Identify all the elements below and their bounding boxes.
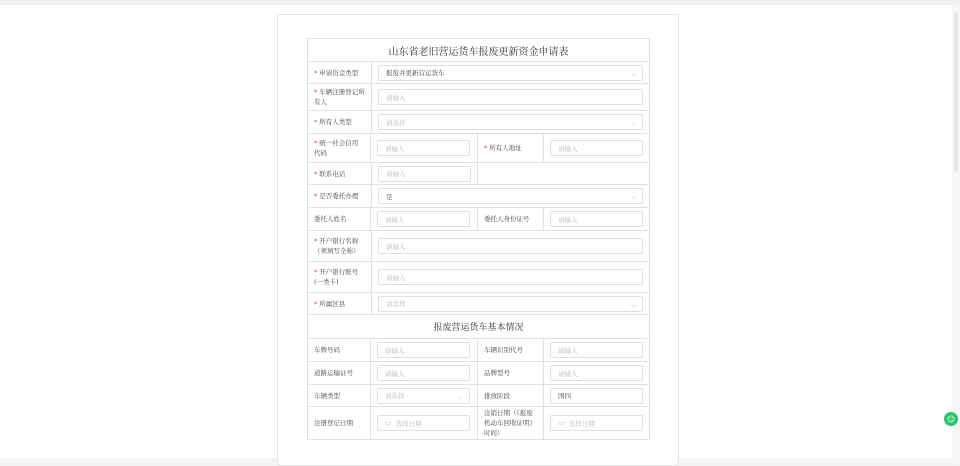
bank-account-input[interactable]: 请输入	[378, 269, 643, 285]
plate-label: 车牌号码	[308, 339, 371, 361]
agent-id-input[interactable]: 请输入	[550, 211, 643, 227]
row-bank-name	[308, 231, 649, 262]
credit-code-label: * 统一社会信用代码	[308, 134, 371, 162]
entrusted-label: * 是否委托办理	[308, 185, 372, 207]
entrusted-select[interactable]: 是 ⌵	[378, 188, 643, 204]
bank-account-label: * 开户银行账号(一类卡)	[308, 262, 372, 292]
fund-type-label: * 申请资金类型	[308, 62, 372, 83]
agent-name-input[interactable]: 请输入	[377, 211, 470, 227]
row-bank-account	[308, 262, 649, 293]
calendar-icon: ▭	[558, 419, 565, 427]
chat-bubble-icon[interactable]: ☺	[944, 412, 958, 426]
section-title: 报废营运货车基本情况	[308, 315, 649, 339]
owner-type-label: * 所有人类型	[308, 111, 372, 133]
cancel-date-label: 注销日期（《报废机动车回收证明》时间）	[477, 407, 544, 439]
agent-name-label: 委托人姓名	[308, 208, 371, 230]
form-card	[277, 14, 679, 466]
transport-cert-input[interactable]: 请输入	[377, 365, 470, 381]
owner-type-select[interactable]: 请选择 ⌵	[378, 114, 643, 130]
vin-label: 车辆识别代号	[477, 339, 544, 361]
form-table	[307, 38, 650, 440]
bank-name-input[interactable]: 请输入	[378, 238, 643, 254]
row-owner	[308, 84, 649, 111]
brand-model-input[interactable]: 请输入	[550, 365, 643, 381]
district-select[interactable]: 请选择 ⌵	[378, 296, 643, 312]
owner-label: * 车辆注册登记所有人	[308, 84, 372, 110]
calendar-icon: ▭	[385, 419, 392, 427]
vehicle-type-select[interactable]: 请选择 ⌵	[377, 388, 470, 404]
row-fund-type	[308, 62, 649, 84]
row-credit-address	[308, 134, 649, 163]
transport-cert-label: 道路运输证号	[308, 362, 371, 384]
row-cert-brand	[308, 362, 649, 385]
cancel-date-picker[interactable]: ▭ 选择日期	[550, 415, 643, 431]
brand-model-label: 品牌型号	[477, 362, 544, 384]
form-title: 山东省老旧营运货车报废更新资金申请表	[308, 39, 649, 62]
agent-id-label: 委托人身份证号	[477, 208, 544, 230]
credit-code-input[interactable]: 请输入	[377, 140, 470, 156]
row-district	[308, 293, 649, 315]
row-phone	[308, 163, 649, 185]
district-label: * 所属区县	[308, 293, 372, 314]
plate-input[interactable]: 请输入	[377, 342, 470, 358]
row-owner-type	[308, 111, 649, 134]
emission-label: 排放阶段	[477, 385, 544, 406]
bank-name-label: * 开户银行名称（须填写全称）	[308, 231, 372, 261]
vin-input[interactable]: 请输入	[550, 342, 643, 358]
chevron-down-icon: ⌵	[630, 300, 636, 309]
phone-input[interactable]: 请输入	[378, 166, 471, 182]
vehicle-type-label: 车辆类型	[308, 385, 371, 406]
row-entrusted	[308, 185, 649, 208]
owner-input[interactable]: 请输入	[378, 89, 643, 105]
row-agent	[308, 208, 649, 231]
row-type-emission	[308, 385, 649, 407]
fund-type-select[interactable]: 报废并更新营运货车 ⌵	[378, 65, 643, 81]
reg-date-label: 注册登记日期	[308, 407, 371, 439]
owner-address-input[interactable]: 请输入	[550, 140, 643, 156]
scrollbar-thumb[interactable]	[954, 12, 958, 172]
reg-date-picker[interactable]: ▭ 选择日期	[377, 415, 470, 431]
phone-label: * 联系电话	[308, 163, 372, 184]
emission-input[interactable]: 国四	[550, 388, 643, 404]
chevron-down-icon: ⌵	[457, 392, 464, 401]
owner-address-label: * 所有人地址	[477, 134, 544, 162]
chevron-down-icon: ⌵	[630, 119, 636, 127]
chevron-down-icon: ⌵	[630, 193, 636, 201]
row-dates	[308, 407, 649, 440]
chevron-down-icon: ⌵	[630, 69, 636, 78]
row-plate-vin	[308, 339, 649, 362]
